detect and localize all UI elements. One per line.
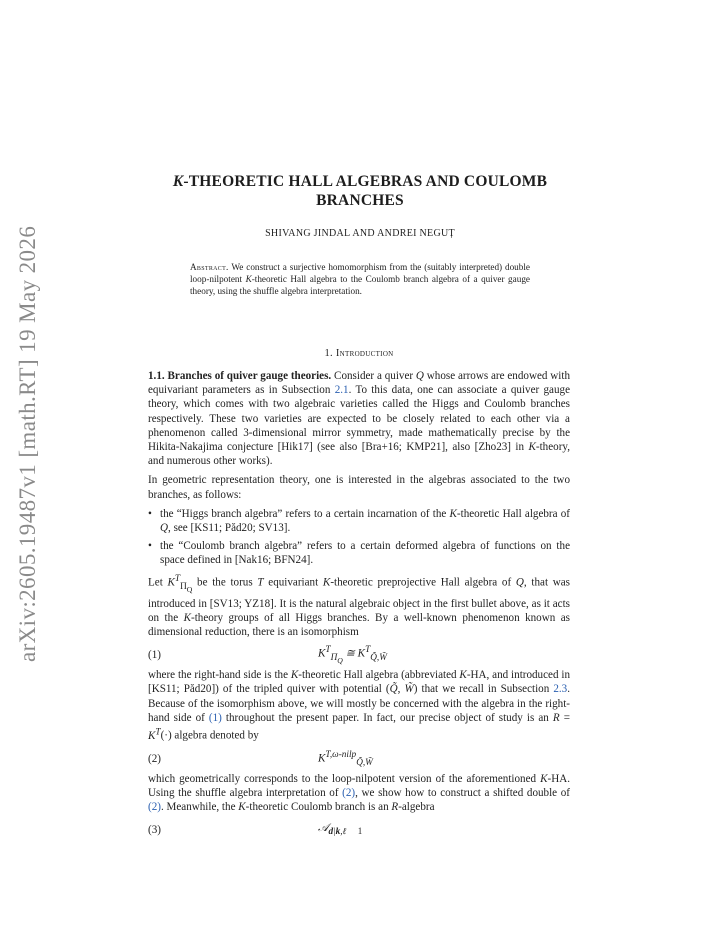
arxiv-identifier: arXiv:2605.19487v1 [math.RT] 19 May 2026 <box>15 225 40 662</box>
paragraph-5: which geometrically corresponds to the loop-nilpotent version of the aforementioned K-HA. Using the shuffle algebra interpretation of (2), we show how to construct a shifted double of (2). Meanwhile, the K-theoretic Coulomb branch is an R-algebra <box>148 772 570 814</box>
subsection-title: Branches of quiver gauge theories. <box>167 370 332 382</box>
equation-1 <box>148 644 570 666</box>
link-eq-2[interactable]: (2) <box>342 787 356 800</box>
paragraph-4: where the right-hand side is the K-theoretic Hall algebra (abbreviated K-HA, and introduced in [KS11; Păd20]) of the tripled quiver with potential (Q̃, W̃) that we recall in Subsection 2.3. Because of the isomorphism above, we will mostly be concerned with the algebra in the right-hand side of (1) throughout the present paper. In fact, our precise object of study is an $R = K^T(\cdot)$ algebra denoted by <box>148 669 571 742</box>
equation-2-body: $K^{T,\omega-nilp}_{Q̃,W̃}$ <box>318 749 373 768</box>
equation-3-number: (3) <box>148 824 161 837</box>
subsection-number: 1.1. <box>148 370 165 382</box>
link-subsection-2-1[interactable]: 2.1 <box>334 384 349 397</box>
paragraph-1: 1.1. Branches of quiver gauge theories. Consider a quiver Q whose arrows are endowed with equivariant parameters as in Subsection 2.1. To this data, one can associate a quiver gauge theory, which comes with two algebraic varieties called the Higgs and Coulomb branches respectively. These two varieties are expected to be closely related to each other via a phenomenon called 3-dimensional mirror symmetry, made mathematically precise by the Hikita-Nakajima conjecture [Hik17] (see also [Bra+16; KMP21], also [Zho23] in K-theory, and numerous other works). <box>148 370 570 468</box>
paper-title <box>140 172 580 210</box>
section-heading <box>148 348 570 359</box>
link-eq-1[interactable]: (1) <box>208 711 222 724</box>
equation-2-number: (2) <box>148 752 161 765</box>
abstract <box>190 261 530 297</box>
link-eq-2b[interactable]: (2) <box>148 801 161 814</box>
link-subsection-2-3[interactable]: 2.3 <box>553 683 568 696</box>
bullet-text-1: the “Higgs branch algebra” refers to a certain incarnation of the K-theoretic Hall algebra of Q, see [KS11; Păd20; SV13]. <box>160 507 570 535</box>
title-line-1: K-THEORETIC HALL ALGEBRAS AND COULOMB <box>172 173 548 190</box>
body-text <box>148 369 570 844</box>
authors: SHIVANG JINDAL AND ANDREI NEGUȚ <box>265 228 455 239</box>
title-k: K <box>172 173 184 190</box>
equation-1-body: $K^T_{\Pi_Q}$ ≅ $K^T_{Q̃,W̃}$ <box>318 644 387 665</box>
bullet-item-2 <box>148 539 570 567</box>
equation-1-number: (1) <box>148 649 161 662</box>
page-number: 1 <box>357 826 363 836</box>
abstract-label: Abstract. <box>190 262 229 272</box>
title-line-2: BRANCHES <box>316 192 404 209</box>
bullet-icon: • <box>148 540 152 553</box>
bullet-text-2: the “Coulomb branch algebra” refers to a certain deformed algebra of functions on the space defined in [Nak16; BFN24]. <box>160 540 570 567</box>
equation-3-body: 𝒜$_{d|k,\ell}$ <box>318 822 347 838</box>
bullet-icon: • <box>148 507 152 520</box>
paragraph-2: In geometric representation theory, one is interested in the algebras associated to the two branches, as follows: <box>148 474 570 501</box>
paragraph-3: Let $K^T_{\Pi_Q}$ be the torus T equivariant K-theoretic preprojective Hall algebra of Q, that was introduced in [SV13; YZ18]. It is the natural algebraic object in the first bullet above, as it acts on the K-theory groups of all Higgs branches. By a well-known phenomenon known as dimensional reduction, there is an isomorphism <box>148 573 570 638</box>
section-number: 1. <box>324 348 333 359</box>
bullet-item-1 <box>148 507 570 535</box>
section-title: Introduction <box>335 348 394 359</box>
abstract-text: We construct a surjective homomorphism from the (suitably interpreted) double loop-nilpotent K-theoretic Hall algebra to the Coulomb branch algebra of a quiver gauge theory, using the shuffle algebra interpretation. <box>190 262 530 296</box>
equation-2 <box>148 748 570 770</box>
